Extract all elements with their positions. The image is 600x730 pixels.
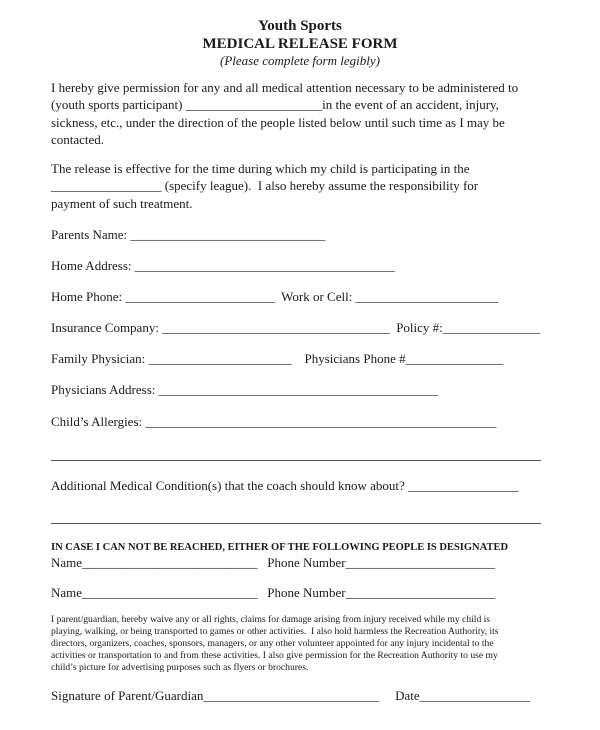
release-line-1: The release is effective for the time during which my child is participating in the	[51, 161, 470, 176]
waiver-line-2: playing, walking, or being transported to games or other activities. I also hold harmless the Recreation Authority, its	[51, 626, 499, 637]
parents-name-field[interactable]: Parents Name: ______________________________	[51, 227, 326, 242]
home-address-field[interactable]: Home Address: ________________________________________	[51, 258, 395, 273]
conditions-field[interactable]: Additional Medical Condition(s) that the coach should know about? _________________	[51, 478, 519, 493]
phone-fields[interactable]: Home Phone: _______________________ Work or Cell: ______________________	[51, 289, 499, 304]
emergency-contact-row-1[interactable]: Name___________________________ Phone Number_______________________	[51, 555, 496, 570]
waiver-line-3: directors, organizers, coaches, sponsors, managers, or any other volunteer appointed for any injury incidental to the	[51, 638, 494, 649]
allergies-field[interactable]: Child’s Allergies: ______________________________________________________	[51, 414, 497, 429]
intro-line-4: contacted.	[51, 132, 105, 147]
form-title-line1: Youth Sports	[258, 18, 342, 34]
physician-fields[interactable]: Family Physician: ______________________ Physicians Phone #_______________	[51, 351, 504, 366]
emergency-heading: IN CASE I CAN NOT BE REACHED, EITHER OF THE FOLLOWING PEOPLE IS DESIGNATED	[51, 542, 509, 553]
release-line-3: payment of such treatment.	[51, 196, 193, 211]
waiver-line-4: activities or transportation to and from these activities. I also give permission for the Recreation Authority to use my	[51, 650, 498, 661]
signature-date-fields[interactable]: Signature of Parent/Guardian___________________________ Date_________________	[51, 688, 531, 703]
waiver-line-5: child’s picture for advertising purposes such as flyers or brochures.	[51, 662, 309, 673]
waiver-line-1: I parent/guardian, hereby waive any or all rights, claims for damage arising from injury received while my child is	[51, 614, 491, 625]
emergency-contact-row-2[interactable]: Name___________________________ Phone Number_______________________	[51, 585, 496, 600]
intro-line-3: sickness, etc., under the direction of the people listed below until such time as I may be	[51, 115, 505, 130]
intro-line-2: (youth sports participant) _____________________in the event of an accident, injury,	[51, 97, 499, 112]
allergies-extra-line[interactable]	[51, 460, 541, 461]
conditions-extra-line[interactable]	[51, 523, 541, 524]
intro-line-1: I hereby give permission for any and all medical attention necessary to be administered to	[51, 80, 519, 95]
form-title-line2: MEDICAL RELEASE FORM	[202, 36, 398, 52]
release-line-2: _________________ (specify league). I also hereby assume the responsibility for	[51, 178, 479, 193]
insurance-fields[interactable]: Insurance Company: ___________________________________ Policy #:_______________	[51, 320, 541, 335]
physician-address-field[interactable]: Physicians Address: ___________________________________________	[51, 382, 439, 397]
form-subtitle: (Please complete form legibly)	[220, 53, 380, 68]
